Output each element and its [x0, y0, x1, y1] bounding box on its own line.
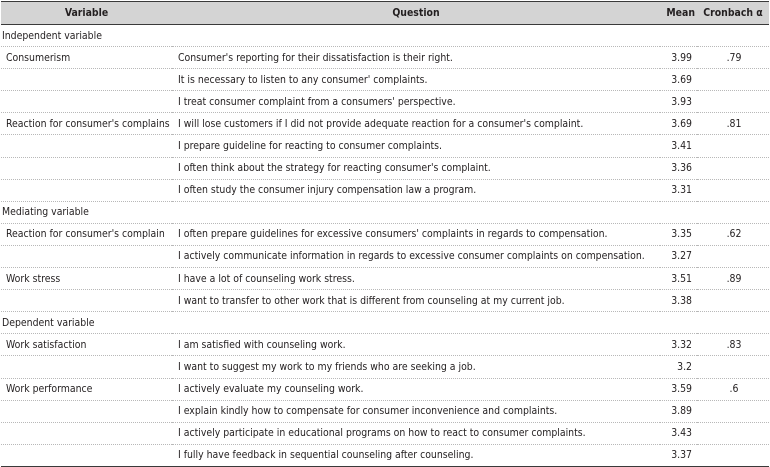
cronbach-alpha-cell: .62	[697, 223, 769, 245]
cronbach-alpha-cell	[697, 422, 769, 444]
variable-cell	[1, 356, 172, 378]
section-label: Dependent variable	[1, 312, 172, 334]
mean-cell: 3.41	[660, 135, 697, 157]
cronbach-alpha-cell	[697, 356, 769, 378]
table-row	[1, 179, 769, 201]
variable-cell	[1, 290, 172, 312]
cronbach-alpha-cell: .6	[697, 378, 769, 400]
question-cell: Consumer's reporting for their dissatisfaction is their right.	[172, 47, 660, 69]
question-cell: I want to suggest my work to my friends who are seeking a job.	[172, 356, 660, 378]
table-row	[1, 378, 769, 400]
section-label: Mediating variable	[1, 201, 172, 223]
mean-cell: 3.89	[660, 400, 697, 422]
variable-cell	[1, 135, 172, 157]
table-row	[1, 47, 769, 69]
cronbach-alpha-cell	[697, 91, 769, 113]
cronbach-alpha-cell	[697, 179, 769, 201]
variable-cell: Consumerism	[1, 47, 172, 69]
header-mean: Mean	[660, 2, 697, 25]
mean-cell	[660, 201, 697, 223]
variable-cell: Reaction for consumer's complain	[1, 223, 172, 245]
header-cronbach-alpha: Cronbach α	[697, 2, 769, 25]
mean-cell: 3.31	[660, 179, 697, 201]
variable-cell	[1, 91, 172, 113]
table-row	[1, 334, 769, 356]
variable-cell: Work satisfaction	[1, 334, 172, 356]
table-row	[1, 290, 769, 312]
survey-items-table	[1, 1, 769, 467]
variable-cell: Work performance	[1, 378, 172, 400]
cronbach-alpha-cell	[697, 312, 769, 334]
question-cell: I prepare guideline for reacting to consumer complaints.	[172, 135, 660, 157]
question-cell: I explain kindly how to compensate for consumer inconvenience and complaints.	[172, 400, 660, 422]
table-row	[1, 422, 769, 444]
variable-cell	[1, 400, 172, 422]
section-row	[1, 25, 769, 47]
mean-cell: 3.69	[660, 69, 697, 91]
mean-cell: 3.36	[660, 157, 697, 179]
table-row	[1, 268, 769, 290]
cronbach-alpha-cell: .89	[697, 268, 769, 290]
mean-cell: 3.69	[660, 113, 697, 135]
header-variable: Variable	[1, 2, 172, 25]
cronbach-alpha-cell: .79	[697, 47, 769, 69]
table-row	[1, 113, 769, 135]
header-question: Question	[172, 2, 660, 25]
mean-cell: 3.93	[660, 91, 697, 113]
question-cell: I fully have feedback in sequential counseling after counseling.	[172, 444, 660, 466]
variable-cell	[1, 179, 172, 201]
question-cell: I often prepare guidelines for excessive consumers' complaints in regards to compensation.	[172, 223, 660, 245]
question-cell	[172, 201, 660, 223]
mean-cell: 3.32	[660, 334, 697, 356]
cronbach-alpha-cell	[697, 201, 769, 223]
cronbach-alpha-cell	[697, 245, 769, 267]
mean-cell: 3.35	[660, 223, 697, 245]
question-cell: It is necessary to listen to any consumer' complaints.	[172, 69, 660, 91]
question-cell: I want to transfer to other work that is different from counseling at my current job.	[172, 290, 660, 312]
cronbach-alpha-cell	[697, 69, 769, 91]
question-cell: I am satisfied with counseling work.	[172, 334, 660, 356]
question-cell: I have a lot of counseling work stress.	[172, 268, 660, 290]
mean-cell: 3.37	[660, 444, 697, 466]
table-header-row	[1, 2, 769, 25]
variable-cell: Work stress	[1, 268, 172, 290]
cronbach-alpha-cell	[697, 157, 769, 179]
cronbach-alpha-cell	[697, 135, 769, 157]
question-cell: I will lose customers if I did not provide adequate reaction for a consumer's complaint.	[172, 113, 660, 135]
mean-cell: 3.43	[660, 422, 697, 444]
question-cell: I actively participate in educational programs on how to react to consumer complaints.	[172, 422, 660, 444]
variable-cell	[1, 69, 172, 91]
cronbach-alpha-cell	[697, 400, 769, 422]
question-cell: I actively communicate information in regards to excessive consumer complaints on compensation.	[172, 245, 660, 267]
table-row	[1, 400, 769, 422]
variable-cell: Reaction for consumer's complains	[1, 113, 172, 135]
variable-cell	[1, 444, 172, 466]
cronbach-alpha-cell	[697, 25, 769, 47]
cronbach-alpha-cell	[697, 444, 769, 466]
table-row	[1, 444, 769, 466]
section-row	[1, 201, 769, 223]
table-row	[1, 69, 769, 91]
mean-cell: 3.51	[660, 268, 697, 290]
table-row	[1, 356, 769, 378]
question-cell	[172, 312, 660, 334]
mean-cell: 3.27	[660, 245, 697, 267]
section-label: Independent variable	[1, 25, 172, 47]
table-row	[1, 135, 769, 157]
table-body	[1, 25, 769, 467]
mean-cell: 3.59	[660, 378, 697, 400]
question-cell	[172, 25, 660, 47]
question-cell: I actively evaluate my counseling work.	[172, 378, 660, 400]
question-cell: I often think about the strategy for reacting consumer's complaint.	[172, 157, 660, 179]
question-cell: I often study the consumer injury compensation law a program.	[172, 179, 660, 201]
variable-cell	[1, 245, 172, 267]
question-cell: I treat consumer complaint from a consumers' perspective.	[172, 91, 660, 113]
table-row	[1, 157, 769, 179]
mean-cell: 3.2	[660, 356, 697, 378]
table-row	[1, 91, 769, 113]
section-row	[1, 312, 769, 334]
variable-cell	[1, 422, 172, 444]
table-row	[1, 223, 769, 245]
table-row	[1, 245, 769, 267]
mean-cell	[660, 25, 697, 47]
cronbach-alpha-cell: .83	[697, 334, 769, 356]
variable-cell	[1, 157, 172, 179]
mean-cell	[660, 312, 697, 334]
mean-cell: 3.99	[660, 47, 697, 69]
cronbach-alpha-cell	[697, 290, 769, 312]
mean-cell: 3.38	[660, 290, 697, 312]
cronbach-alpha-cell: .81	[697, 113, 769, 135]
